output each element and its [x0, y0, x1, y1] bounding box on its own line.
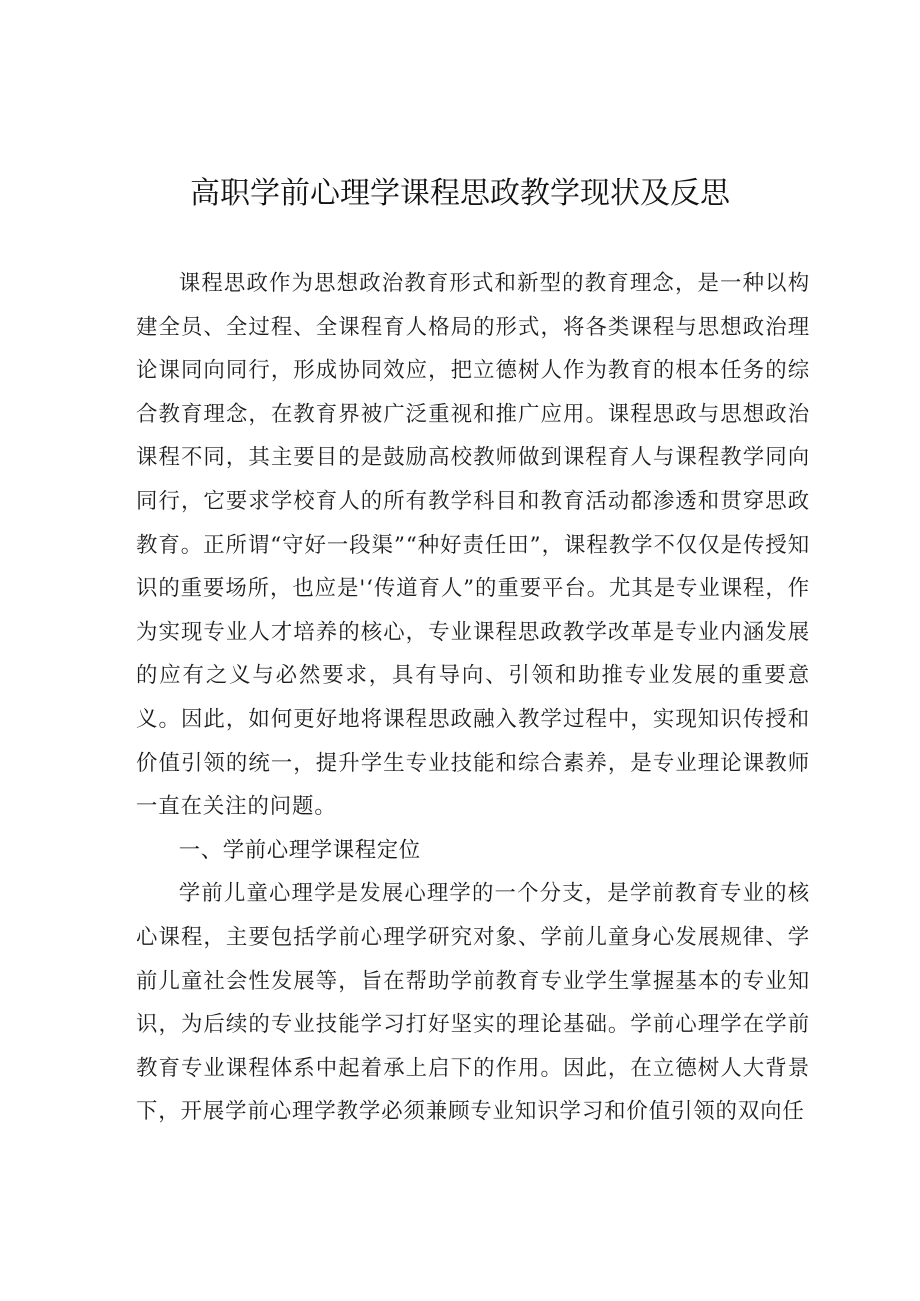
document-body	[136, 262, 810, 1134]
body-paragraph-intro: 课程思政作为思想政治教育形式和新型的教育理念，是一种以构建全员、全过程、全课程育人格局的形式，将各类课程与思想政治理论课同向同行，形成协同效应，把立德树人作为教育的根本任务的综合教育理念，在教育界被广泛重视和推广应用。课程思政与思想政治课程不同，其主要目的是鼓励高校教师做到课程育人与课程教学同向同行，它要求学校育人的所有教学科目和教育活动都渗透和贯穿思政教育。正所谓“守好一段渠”“种好责任田”，课程教学不仅仅是传授知识的重要场所，也应是'‘传道育人”的重要平台。尤其是专业课程，作为实现专业人才培养的核心，专业课程思政教学改革是专业内涵发展的应有之义与必然要求，具有导向、引领和助推专业发展的重要意义。因此，如何更好地将课程思政融入教学过程中，实现知识传授和价值引领的统一，提升学生专业技能和综合素养，是专业理论课教师一直在关注的问题。	[136, 271, 810, 820]
section-heading-course-positioning: 一、学前心理学课程定位	[178, 837, 421, 863]
body-paragraph-course-positioning: 学前儿童心理学是发展心理学的一个分支，是学前教育专业的核心课程，主要包括学前心理学研究对象、学前儿童身心发展规律、学前儿童社会性发展等，旨在帮助学前教育专业学生掌握基本的专业知识，为后续的专业技能学习打好坚实的理论基础。学前心理学在学前教育专业课程体系中起着承上启下的作用。因此，在立德树人大背景下，开展学前心理学教学必须兼顾专业知识学习和价值引领的双向任	[136, 881, 810, 1125]
document-title: 高职学前心理学课程思政教学现状及反思	[190, 176, 730, 211]
